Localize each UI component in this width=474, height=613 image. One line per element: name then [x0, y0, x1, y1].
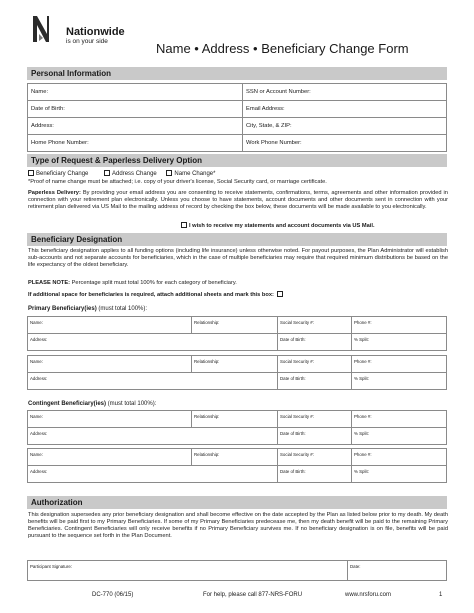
page-title: Name • Address • Beneficiary Change Form: [156, 41, 409, 56]
split-field[interactable]: % Split:: [352, 466, 447, 483]
table-row: [28, 101, 447, 118]
beneficiary-address-field[interactable]: Address:: [28, 428, 278, 445]
beneficiary-name-field[interactable]: Name:: [28, 356, 192, 373]
relationship-field[interactable]: Relationship:: [192, 317, 278, 334]
checkbox-icon: [166, 170, 172, 176]
beneficiary-name-field[interactable]: Name:: [28, 449, 192, 466]
beneficiary-intro: This beneficiary designation applies to all funding options (including life insurance) unless otherwise noted. For payout purposes, the Plan Administrator will establish sub-accounts and not separate accounts for beneficiaries, which in the case of multiple beneficiaries may require that required minimum distributions be based on the life expectancy of the oldest beneficiary.: [28, 248, 448, 268]
name-field[interactable]: Name:: [28, 84, 243, 101]
paperless-label: Paperless Delivery:: [28, 190, 81, 196]
checkbox-icon: [277, 291, 283, 297]
signature-field[interactable]: Participant Signature:: [28, 561, 348, 581]
additional-sheets-option[interactable]: If additional space for beneficiaries is required, attach additional sheets and mark this box:: [28, 291, 448, 299]
authorization-text: This designation supersedes any prior beneficiary designation and shall become effective on the date accepted by the Plan as listed below prior to my death. My death benefits will be paid first to my Primary Beneficiaries. If some of my Primary Beneficiaries predecease me, then my death benefit will be paid to the remaining Primary Beneficiaries. Contingent Beneficiaries will only receive benefits if no Primary Beneficiary survives me. If no beneficiary designation is on file, benefits will be paid pursuant to the sequence set forth in the Plan Document.: [28, 512, 448, 539]
work-phone-field[interactable]: Work Phone Number:: [243, 135, 447, 152]
dob-field[interactable]: Date of Birth:: [278, 334, 352, 351]
brand-tagline: is on your side: [66, 38, 108, 45]
home-phone-field[interactable]: Home Phone Number:: [28, 135, 243, 152]
split-field[interactable]: % Split:: [352, 334, 447, 351]
beneficiary-name-field[interactable]: Name:: [28, 411, 192, 428]
please-note-label: PLEASE NOTE:: [28, 280, 71, 286]
dob-field[interactable]: Date of Birth:: [278, 373, 352, 390]
beneficiary-address-field[interactable]: Address:: [28, 466, 278, 483]
table-row: [28, 373, 447, 390]
nationwide-eagle-logo-icon: [30, 14, 50, 44]
table-row: [28, 118, 447, 135]
checkbox-icon: [181, 222, 187, 228]
contingent-beneficiary-label: Contingent Beneficiary(ies) (must total 100%):: [28, 401, 157, 407]
primary-beneficiary-1-table: [27, 316, 447, 351]
signature-table: [27, 560, 447, 581]
please-note-text: Percentage split must total 100% for each category of beneficiary.: [71, 280, 237, 286]
beneficiary-address-field[interactable]: Address:: [28, 334, 278, 351]
percentage-note: [28, 280, 448, 287]
authorization-heading: Authorization: [27, 496, 447, 509]
ssn-field[interactable]: Social Security #:: [278, 449, 352, 466]
date-field[interactable]: Date:: [348, 561, 447, 581]
beneficiary-address-field[interactable]: Address:: [28, 373, 278, 390]
request-options: [28, 170, 448, 178]
us-mail-option[interactable]: I wish to receive my statements and account documents via US Mail.: [181, 222, 451, 230]
paperless-text: By providing your email address you are consenting to receive statements, confirmations, terms, agreements and other information provided in connection with your retirement plan electronically. Unless you choose to have statements, account documents and other documents sent in connection with your retirement plan delivered via US Mail to the mailing address of record by checking the box below, these documents will be made available to you electronically.: [28, 190, 448, 210]
relationship-field[interactable]: Relationship:: [192, 356, 278, 373]
table-row: [28, 84, 447, 101]
table-row: [28, 356, 447, 373]
beneficiary-name-field[interactable]: Name:: [28, 317, 192, 334]
table-row: [28, 428, 447, 445]
checkbox-icon: [28, 170, 34, 176]
table-row: [28, 449, 447, 466]
split-field[interactable]: % Split:: [352, 428, 447, 445]
brand-name: Nationwide: [66, 26, 125, 38]
dob-field[interactable]: Date of Birth:: [278, 428, 352, 445]
ssn-field[interactable]: Social Security #:: [278, 411, 352, 428]
email-field[interactable]: Email Address:: [243, 101, 447, 118]
phone-field[interactable]: Phone #:: [352, 411, 447, 428]
help-line: For help, please call 877-NRS-FORU: [203, 592, 303, 598]
city-state-zip-field[interactable]: City, State, & ZIP:: [243, 118, 447, 135]
table-row: [28, 466, 447, 483]
relationship-field[interactable]: Relationship:: [192, 411, 278, 428]
checkbox-icon: [104, 170, 110, 176]
paperless-paragraph: [28, 190, 448, 211]
phone-field[interactable]: Phone #:: [352, 317, 447, 334]
table-row: [28, 135, 447, 152]
dob-field[interactable]: Date of Birth:: [278, 466, 352, 483]
ssn-field[interactable]: Social Security #:: [278, 317, 352, 334]
table-row: [28, 561, 447, 581]
beneficiary-heading: Beneficiary Designation: [27, 233, 447, 246]
form-id: DC-770 (06/15): [92, 592, 134, 598]
name-change-checkbox[interactable]: Name Change*: [166, 171, 215, 177]
name-change-note: *Proof of name change must be attached; i.e. copy of your driver's license, Social Security card, or marriage certificate.: [28, 179, 327, 185]
contingent-beneficiary-1-table: [27, 410, 447, 445]
split-field[interactable]: % Split:: [352, 373, 447, 390]
beneficiary-change-checkbox[interactable]: Beneficiary Change: [28, 171, 88, 177]
primary-beneficiary-label: Primary Beneficiary(ies) (must total 100%):: [28, 306, 148, 312]
ssn-field[interactable]: Social Security #:: [278, 356, 352, 373]
request-type-heading: Type of Request & Paperless Delivery Option: [27, 154, 447, 167]
phone-field[interactable]: Phone #:: [352, 449, 447, 466]
primary-beneficiary-2-table: [27, 355, 447, 390]
personal-info-heading: Personal Information: [27, 67, 447, 80]
table-row: [28, 334, 447, 351]
table-row: [28, 411, 447, 428]
website-link[interactable]: www.nrsforu.com: [345, 592, 392, 598]
personal-info-table: [27, 83, 447, 152]
dob-field[interactable]: Date of Birth:: [28, 101, 243, 118]
relationship-field[interactable]: Relationship:: [192, 449, 278, 466]
address-change-checkbox[interactable]: Address Change: [104, 171, 157, 177]
address-field[interactable]: Address:: [28, 118, 243, 135]
ssn-field[interactable]: SSN or Account Number:: [243, 84, 447, 101]
contingent-beneficiary-2-table: [27, 448, 447, 483]
page-number: 1: [439, 592, 443, 598]
phone-field[interactable]: Phone #:: [352, 356, 447, 373]
table-row: [28, 317, 447, 334]
